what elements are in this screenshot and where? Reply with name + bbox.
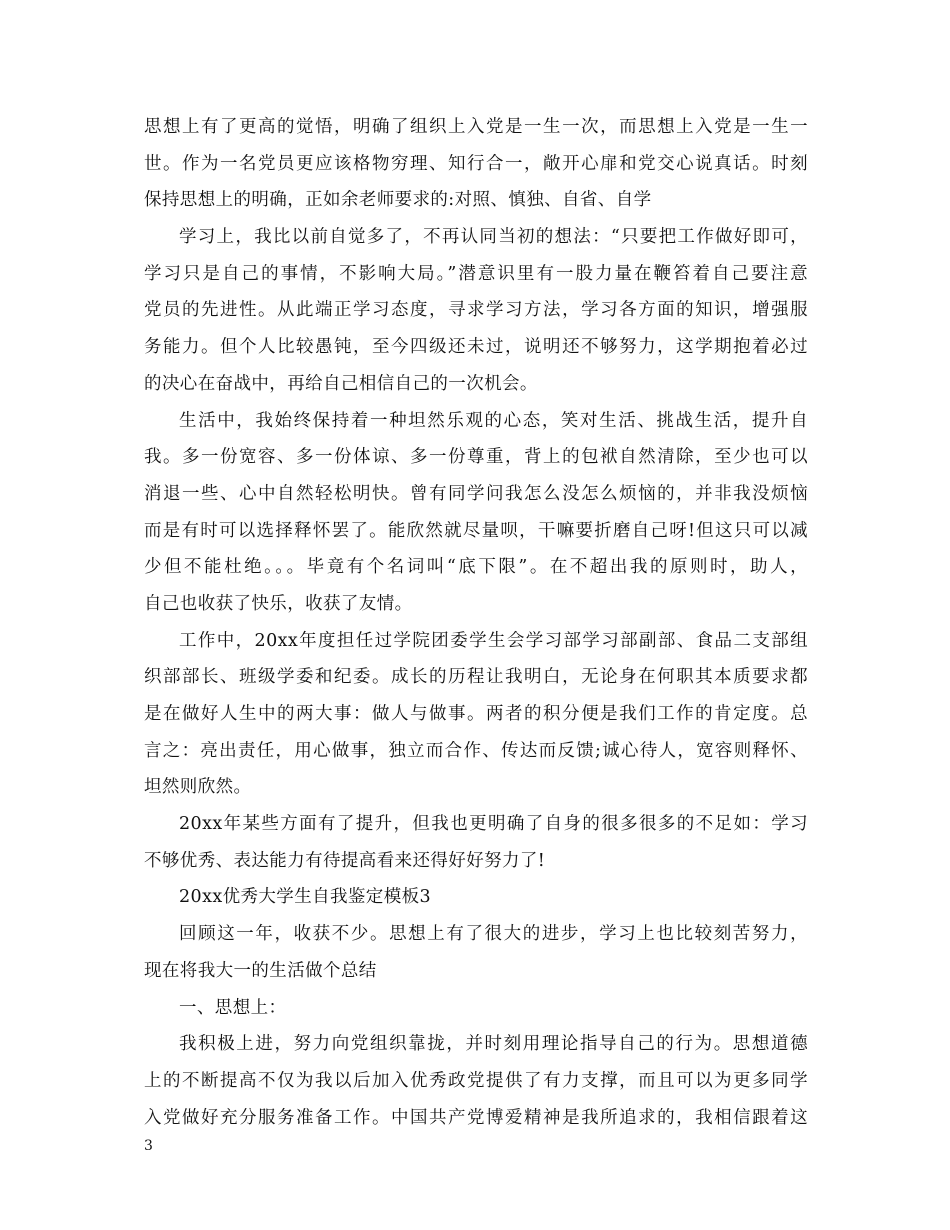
section-heading: 20xx优秀大学生自我鉴定模板3 xyxy=(179,887,432,908)
text-line: 消退一些、心中自然轻松明快。曾有同学问我怎么没怎么烦恼的，并非我没烦恼 xyxy=(144,483,808,504)
text-line: 少但不能杜绝。。。毕竟有个名词叫“底下限”。在不超出我的原则时，助人， xyxy=(144,557,808,578)
text-line: 织部部长、班级学委和纪委。成长的历程让我明白，无论身在何职其本质要求都 xyxy=(144,667,808,688)
text-line: 世。作为一名党员更应该格物穷理、知行合一，敞开心扉和党交心说真话。时刻 xyxy=(144,153,808,174)
text-line: 不够优秀、表达能力有待提高看来还得好好努力了! xyxy=(144,850,546,871)
text-line: 务能力。但个人比较愚钝，至今四级还未过，说明还不够努力，这学期抱着必过 xyxy=(144,337,808,358)
paragraph-start-line: 生活中，我始终保持着一种坦然乐观的心态，笑对生活、挑战生活，提升自 xyxy=(179,410,808,431)
paragraph-start-line: 学习上，我比以前自觉多了，不再认同当初的想法：“只要把工作做好即可， xyxy=(179,227,808,248)
text-line: 而是有时可以选择释怀罢了。能欣然就尽量呗，干嘛要折磨自己呀!但这只可以减 xyxy=(144,520,808,541)
page-number: 3 xyxy=(144,1138,153,1154)
text-line: 坦然则欣然。 xyxy=(144,777,252,798)
section-heading: 一、思想上： xyxy=(179,997,287,1018)
text-line: 党员的先进性。从此端正学习态度，寻求学习方法，学习各方面的知识，增强服 xyxy=(144,300,808,321)
text-line: 上的不断提高不仅为我以后加入优秀政党提供了有力支撑，而且可以为更多同学 xyxy=(144,1070,808,1091)
text-line: 是在做好人生中的两大事：做人与做事。两者的积分便是我们工作的肯定度。总 xyxy=(144,704,808,724)
text-line: 我。多一份宽容、多一份体谅、多一份尊重，背上的包袱自然清除，至少也可以 xyxy=(144,447,808,468)
paragraph-start-line: 回顾这一年，收获不少。思想上有了很大的进步，学习上也比较刻苦努力， xyxy=(179,924,808,945)
text-line: 现在将我大一的生活做个总结 xyxy=(144,960,377,981)
text-line: 保持思想上的明确，正如余老师要求的:对照、慎独、自省、自学 xyxy=(144,190,652,211)
text-line: 的决心在奋战中，再给自己相信自己的一次机会。 xyxy=(144,373,538,394)
paragraph-start-line: 20xx年某些方面有了提升，但我也更明确了自身的很多很多的不足如：学习 xyxy=(179,814,808,835)
paragraph-start-line: 我积极上进，努力向党组织靠拢，并时刻用理论指导自己的行为。思想道德 xyxy=(179,1034,808,1055)
paragraph-start-line: 工作中，20xx年度担任过学院团委学生会学习部学习部副部、食品二支部组 xyxy=(179,630,808,651)
document-body xyxy=(144,109,808,1136)
text-line: 言之：亮出责任，用心做事，独立而合作、传达而反馈;诚心待人，宽容则释怀、 xyxy=(144,740,808,761)
text-line: 思想上有了更高的觉悟，明确了组织上入党是一生一次，而思想上入党是一生一 xyxy=(144,117,808,137)
text-line: 自己也收获了快乐，收获了友情。 xyxy=(144,593,413,614)
text-line: 入党做好充分服务准备工作。中国共产党博爱精神是我所追求的，我相信跟着这 xyxy=(144,1107,808,1128)
text-line: 学习只是自己的事情，不影响大局。”潜意识里有一股力量在鞭笞着自己要注意 xyxy=(144,263,808,284)
